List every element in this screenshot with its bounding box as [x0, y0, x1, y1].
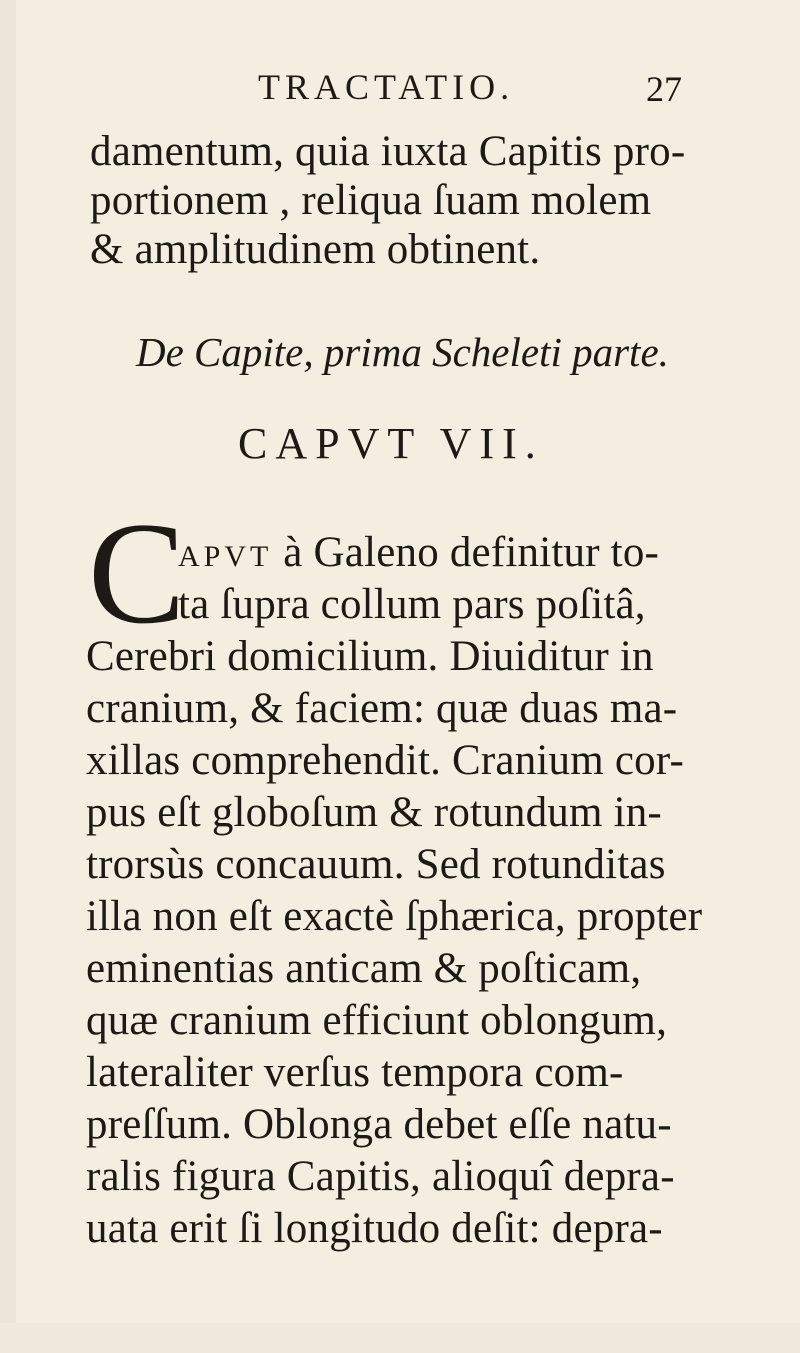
- paragraph-line-3: Cerebri domicilium. Diuiditur in: [86, 633, 654, 680]
- paragraph-line-13: ralis figura Capitis, alioquî depra-: [86, 1153, 675, 1200]
- chapter-heading: [238, 418, 544, 469]
- paragraph-line-4: cranium, & faciem: quæ duas ma-: [86, 685, 678, 732]
- paragraph-line-2: ta ſupra collum pars poſitâ,: [178, 581, 646, 628]
- running-header: [0, 66, 800, 116]
- paragraph-line-1: [178, 528, 659, 577]
- page-bottom-margin: [0, 1323, 800, 1353]
- intro-line-2: portionem , reliqua ſuam molem: [90, 177, 652, 224]
- paragraph-line-6: pus eſt globoſum & rotundum in-: [86, 789, 662, 836]
- paragraph-line-7: trorsùs concauum. Sed rotunditas: [86, 841, 666, 888]
- paragraph-line-8: illa non eſt exactè ſphærica, propter: [86, 893, 703, 940]
- page-left-margin: [0, 0, 16, 1353]
- first-word-rest: APVT: [178, 540, 273, 573]
- paragraph-line-14: uata erit ſi longitudo deſit: depra-: [86, 1205, 663, 1252]
- paragraph-line-12: preſſum. Oblonga debet eſſe natu-: [86, 1101, 672, 1148]
- intro-line-1: damentum, quia iuxta Capitis pro-: [90, 128, 686, 175]
- paragraph-line-11: lateraliter verſus tempora com-: [86, 1049, 624, 1096]
- paragraph-line-5: xillas comprehendit. Cranium cor-: [86, 737, 685, 784]
- page-number: 27: [646, 69, 682, 109]
- chapter-number: VII.: [439, 419, 544, 468]
- paragraph-line-9: eminentias anticam & poſticam,: [86, 945, 642, 992]
- drop-cap: C: [88, 492, 186, 654]
- intro-line-3: & amplitudinem obtinent.: [90, 226, 541, 273]
- running-title: TRACTATIO.: [258, 67, 515, 107]
- chapter-label: CAPVT: [238, 419, 422, 468]
- section-subtitle: De Capite, prima Scheleti parte.: [136, 329, 669, 375]
- paragraph-line-10: quæ cranium efficiunt oblongum,: [86, 997, 668, 1044]
- paragraph-line-1-text: à Galeno definitur to-: [283, 529, 660, 576]
